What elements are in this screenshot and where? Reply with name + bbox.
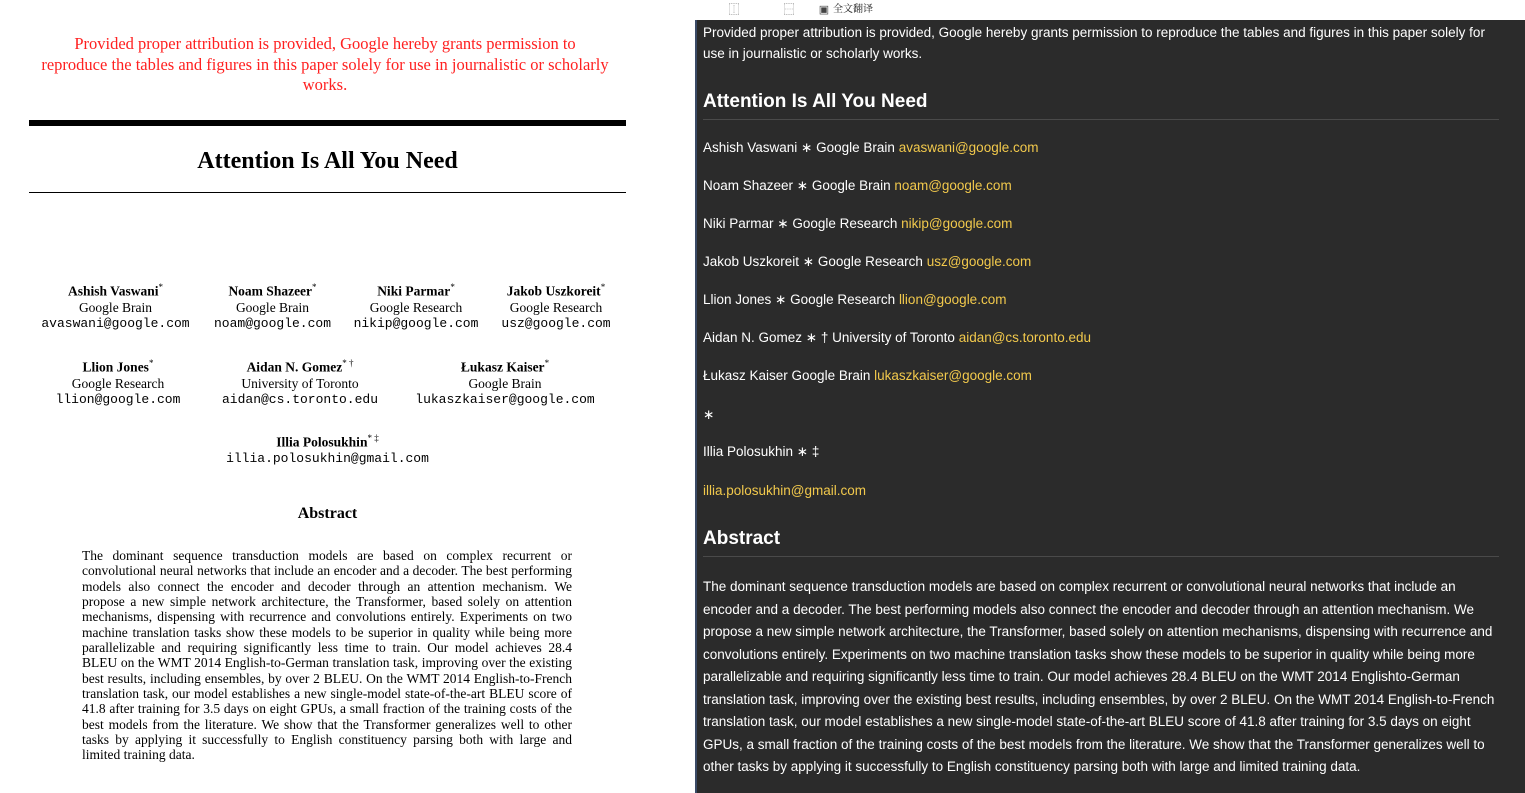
reader-author-line [703,482,866,500]
author-email[interactable]: illia.polosukhin@gmail.com [226,450,429,466]
author-name: Ashish Vaswani [68,283,159,299]
author-affiliation: Google Brain [468,375,542,391]
author-email-link[interactable]: noam@google.com [894,178,1012,193]
abstract-text: The dominant sequence transduction models are based on complex recurrent or convolutional neural networks that include an encoder and a decoder. The best performing models also connect the encoder and decoder through an attention mechanism. We propose a new simple network architecture, the Transformer, based solely on attention mechanisms, dispensing with recurrence and convolutions entirely. Experiments on two machine translation tasks show these models to be superior in quality while being more parallelizable and requiring significantly less time to train. Our model achieves 28.4 BLEU on the WMT 2014 English-to-German translation task, improving over the existing best results, including ensembles, by over 2 BLEU. On the WMT 2014 English-to-French translation task, our model establishes a new single-model state-of-the-art BLEU score of 41.8 after training for 3.5 days on eight GPUs, a small fraction of the training costs of the best models from the literature. We show that the Transformer generalizes well to other tasks by applying it successfully to English constituency parsing both with large and limited training data. [82,548,572,763]
author-name: Llion Jones [82,359,149,375]
author-name: Noam Shazeer [228,283,313,299]
author-mark: * [158,282,163,292]
author-mark: * [544,358,550,368]
author-affiliation: Google Research [369,299,463,315]
author-email[interactable]: usz@google.com [501,315,611,331]
author-block [497,279,615,332]
reader-author-line: Llion Jones ∗ Google Research llion@google.com [703,292,1007,307]
reader-abstract-heading: Abstract [703,526,1499,557]
reader-author-line: Jakob Uszkoreit ∗ Google Research usz@google.com [703,254,1032,269]
author-affiliation: Google Brain [235,299,310,315]
paper-title: Attention Is All You Need [197,148,458,174]
reader-author-line: Noam Shazeer ∗ Google Brain noam@google.com [703,178,1012,193]
author-affiliation: Google Brain [78,299,153,315]
author-name: Aidan N. Gomez [246,359,343,375]
author-affiliation: Google Research [71,375,165,391]
abstract-heading: Abstract [297,505,358,522]
author-block [200,430,455,467]
author-email[interactable]: nikip@google.com [353,315,479,331]
author-block [210,355,390,408]
author-mark: * [450,282,455,292]
author-email-link[interactable]: aidan@cs.toronto.edu [958,330,1091,345]
author-block [210,279,335,332]
reader-footnote-mark: ∗ [703,407,715,422]
author-block [410,355,600,408]
author-email-link[interactable]: lukaszkaiser@google.com [874,368,1032,383]
author-name: Jakob Uszkoreit [506,283,601,299]
author-email-link[interactable]: illia.polosukhin@gmail.com [703,483,867,498]
reader-author-line: Łukasz Kaiser Google Brain lukaszkaiser@google.com [703,368,1032,383]
document-icon[interactable]: ⿱ [783,4,795,16]
author-email-link[interactable]: usz@google.com [926,254,1032,269]
reader-abstract-text: The dominant sequence transduction models are based on complex recurrent or convolutional neural networks that include an encoder and a decoder. The best performing models also connect the encoder and decoder through an attention mechanism. We propose a new simple network architecture, the Transformer, based solely on attention mechanisms, dispensing with recurrence and convolutions entirely. Experiments on two machine translation tasks show these models to be superior in quality while being more parallelizable and requiring significantly less time to train. Our model achieves 28.4 BLEU on the WMT 2014 Englishto-German translation task, improving over the existing best results, including ensembles, by over 2 BLEU. On the WMT 2014 English-to-French translation task, our model establishes a new single-model state-of-the-art BLEU score of 41.8 after training for 3.5 days on eight GPUs, a small fraction of the training costs of the best models from the literature. We show that the Transformer generalizes well to other tasks by applying it successfully to English constituency parsing both with large and limited training data. [703,579,1495,774]
permission-notice: Provided proper attribution is provided, Google hereby grants permission to reproduce the tables and figures in this paper solely for use in journalistic or scholarly works. [41,34,609,94]
author-name: Niki Parmar [377,283,451,299]
title-rule-top [29,120,626,126]
author-mark: * ‡ [367,433,379,443]
author-email-link[interactable]: avaswani@google.com [898,140,1039,155]
author-block [48,355,188,408]
author-email[interactable]: llion@google.com [55,391,181,407]
full-translate-label[interactable]: 全文翻译 [833,4,873,15]
reader-pane [695,0,1525,793]
author-email[interactable]: aidan@cs.toronto.edu [221,391,379,407]
author-name: Łukasz Kaiser [460,359,545,375]
reader-permission-notice: Provided proper attribution is provided, Google hereby grants permission to reproduce the tables and figures in this paper solely for use in journalistic or scholarly works. [703,25,1485,61]
author-block [38,279,193,332]
title-rule-bottom [29,192,626,193]
author-mark: * [600,282,606,292]
author-mark: * [148,358,154,368]
reader-author-line: Illia Polosukhin ∗ ‡ [703,444,820,459]
author-block [350,279,482,332]
pdf-page [0,0,655,793]
author-email[interactable]: lukaszkaiser@google.com [415,391,595,407]
author-mark: * † [342,358,354,368]
author-affiliation: University of Toronto [241,375,359,391]
author-email-link[interactable]: nikip@google.com [901,216,1013,231]
translate-toolbar [695,0,1525,20]
reader-author-line: Niki Parmar ∗ Google Research nikip@google.com [703,216,1013,231]
author-email[interactable]: avaswani@google.com [41,315,190,331]
author-affiliation: Google Research [509,299,603,315]
reader-author-line: Ashish Vaswani ∗ Google Brain avaswani@google.com [703,140,1039,155]
pane-divider [655,0,695,793]
author-email-link[interactable]: llion@google.com [898,292,1007,307]
reader-author-line: Aidan N. Gomez ∗ † University of Toronto aidan@cs.toronto.edu [703,330,1091,345]
author-email[interactable]: noam@google.com [213,315,332,331]
reader-title: Attention Is All You Need [703,89,1499,120]
full-translate-icon[interactable]: ▣ [818,4,830,16]
author-mark: * [312,282,317,292]
author-name: Illia Polosukhin [276,434,368,450]
translate-icon[interactable]: ⿰ [728,4,740,16]
